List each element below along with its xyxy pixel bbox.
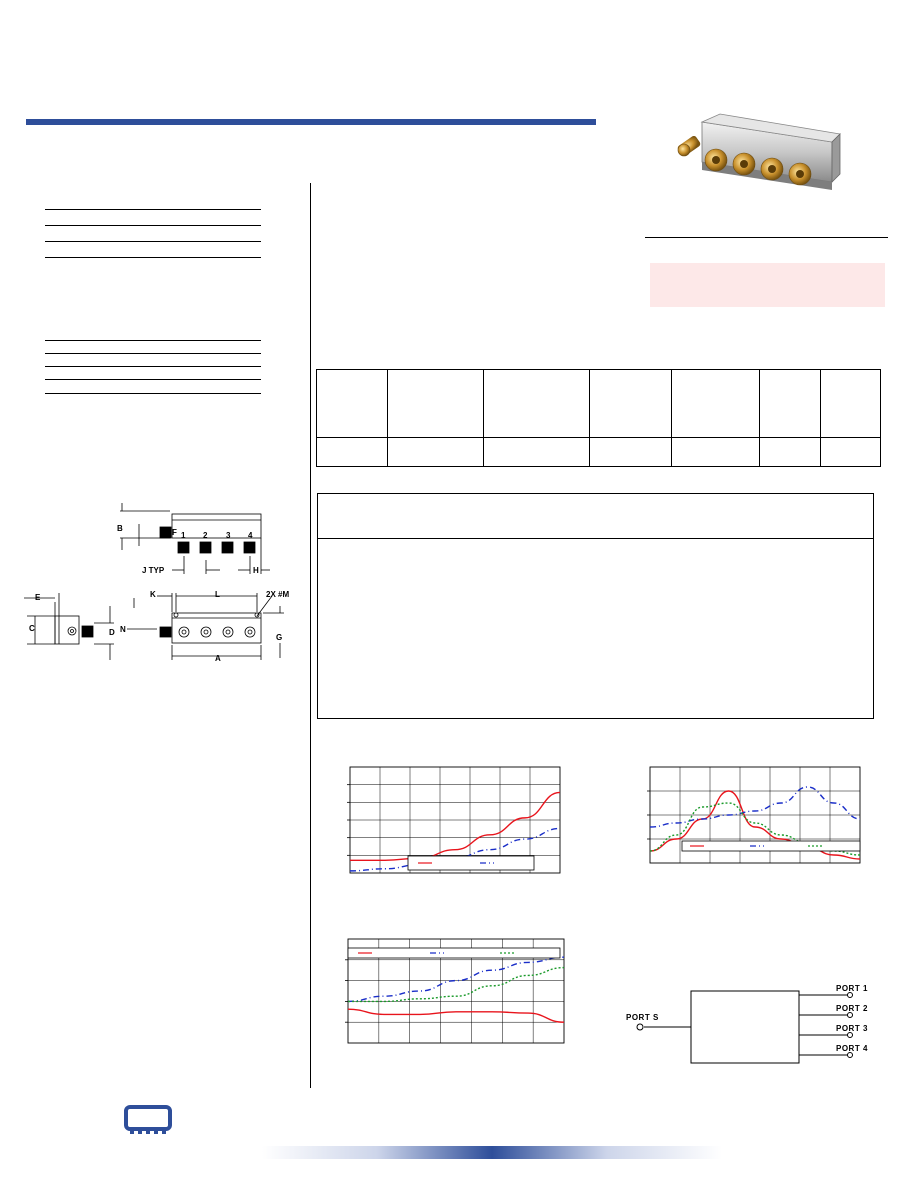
port-2-terminal [848, 1013, 853, 1018]
series-line-blue [348, 957, 564, 1001]
table-cell [672, 370, 760, 438]
table-cell [317, 438, 388, 467]
table-cell [590, 370, 672, 438]
table-cell [484, 370, 590, 438]
dim-label-k: K [150, 590, 156, 599]
table-cell [590, 438, 672, 467]
dim-label-f: F [172, 528, 177, 537]
footer-gradient-bar [262, 1146, 722, 1159]
spec-rule [45, 393, 261, 394]
spec-table [316, 369, 881, 467]
dim-label-e: E [35, 593, 41, 602]
table-cell [388, 370, 484, 438]
chart-3-series [348, 957, 564, 1022]
port-1-terminal [848, 993, 853, 998]
header-bar [26, 119, 596, 125]
port-3-terminal [848, 1033, 853, 1038]
spec-rule [45, 241, 261, 242]
chart-1-legend [408, 856, 534, 870]
table-cell [760, 370, 821, 438]
dim-label-g: G [276, 633, 283, 642]
company-logo-icon [124, 1105, 172, 1135]
product-photo [672, 112, 842, 202]
column-divider [310, 183, 311, 1088]
dim-label-d: D [109, 628, 115, 637]
splitter-block [691, 991, 799, 1063]
dim-label-port3: 3 [226, 531, 231, 540]
port-s-terminal [637, 1024, 643, 1030]
dim-label-b: B [117, 524, 123, 533]
port-1-label: PORT 1 [836, 984, 868, 993]
spec-rule [45, 353, 261, 354]
chart-3 [340, 934, 566, 1048]
port-4-label: PORT 4 [836, 1044, 868, 1053]
port-s-label: PORT S [626, 1013, 659, 1022]
spec-rule [45, 379, 261, 380]
dim-label-2x-m: 2X #M [266, 590, 290, 599]
series-line-blue [650, 787, 860, 827]
dim-label-j-typ: J TYP [142, 566, 165, 575]
dim-label-n: N [120, 625, 126, 634]
series-line-red [348, 1009, 564, 1022]
spec-rule [45, 225, 261, 226]
table-cell [484, 438, 590, 467]
table-cell [821, 370, 881, 438]
features-box-rule [318, 538, 873, 539]
section-rule [645, 237, 888, 238]
dim-label-l: L [215, 590, 220, 599]
chart-3-legend [348, 948, 560, 958]
spec-rule [45, 340, 261, 341]
port-2-label: PORT 2 [836, 1004, 868, 1013]
dim-label-port2: 2 [203, 531, 208, 540]
table-cell [672, 438, 760, 467]
port-4-terminal [848, 1053, 853, 1058]
features-box [317, 493, 874, 719]
notice-box [650, 263, 885, 307]
spec-rule [45, 257, 261, 258]
spec-rule [45, 366, 261, 367]
dim-label-port1: 1 [181, 531, 186, 540]
port-3-label: PORT 3 [836, 1024, 868, 1033]
dim-label-port4: 4 [248, 531, 253, 540]
series-line-green [348, 968, 564, 1002]
chart-2 [640, 762, 864, 866]
table-cell [760, 438, 821, 467]
outline-drawing [24, 498, 294, 666]
dim-label-c: C [29, 624, 35, 633]
series-line-red [350, 792, 560, 860]
dim-label-a: A [215, 654, 221, 663]
table-cell [317, 370, 388, 438]
block-schematic [630, 985, 860, 1067]
spec-rule [45, 209, 261, 210]
chart-1 [340, 762, 562, 877]
dim-label-h: H [253, 566, 259, 575]
chart-2-legend [682, 841, 860, 851]
table-cell [388, 438, 484, 467]
table-cell [821, 438, 881, 467]
